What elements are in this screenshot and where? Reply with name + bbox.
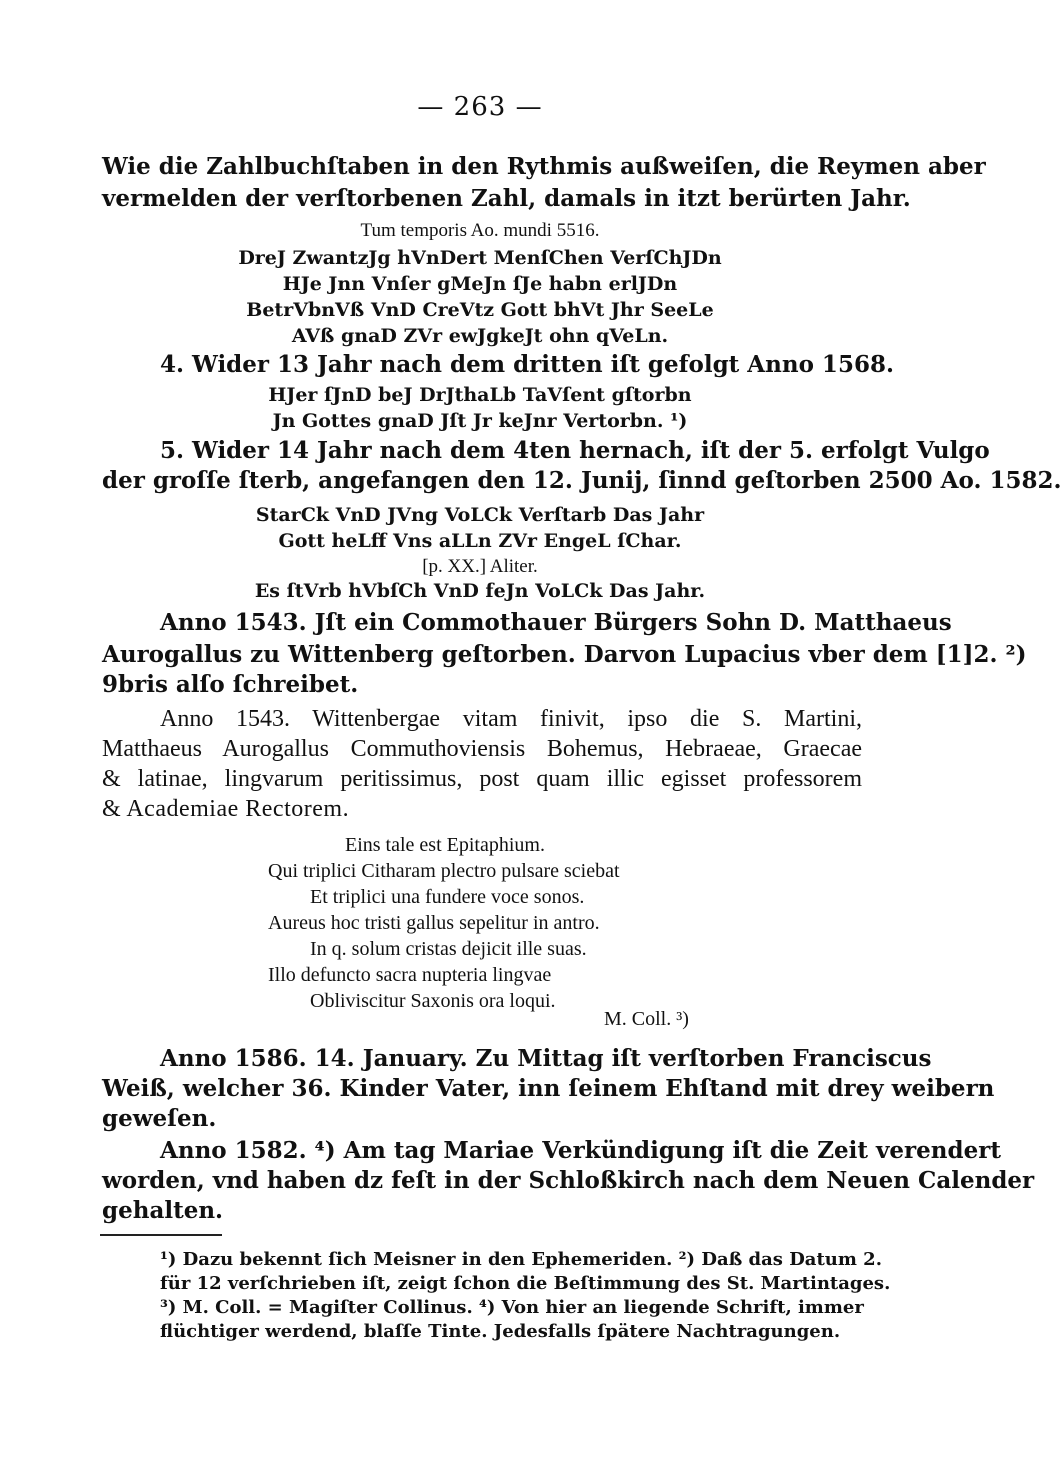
footnote-line-1: ¹) Dazu bekennt ſich Meisner in den Ephemeriden. ²) Daß das Datum 2. [160, 1249, 882, 1270]
anno-1543-german-line-3: 9bris alſo ſchreibet. [102, 671, 359, 698]
item-5-line-2: der groſſe ſterb, angefangen den 12. Junij, ſinnd geſtorben 2500 Ao. 1582. [102, 467, 1062, 494]
footnote-rule [100, 1234, 222, 1236]
footnote-line-3: ³) M. Coll. = Magiſter Collinus. ⁴) Von hier an liegende Schrift, immer [160, 1297, 864, 1318]
chronogram-4-line: Es ſtVrb hVbſCh VnD feJn VoLCk Das Jahr. [254, 580, 706, 602]
anno-1582-line-2: worden, vnd haben dz feſt in der Schloßkirch nach dem Neuen Calender [102, 1167, 1035, 1194]
footnote-line-2: für 12 verſchrieben iſt, zeigt ſchon die Beſtimmung des St. Martintages. [160, 1273, 891, 1294]
anno-1586-line-1: Anno 1586. 14. January. Zu Mittag iſt verſtorben Franciscus [160, 1045, 932, 1072]
aliter-line: [p. XX.] Aliter. [422, 556, 538, 577]
chronogram-3-line-2: Gott heLff Vns aLLn ZVr EngeL ſChar. [278, 530, 682, 552]
epitaph-line-4: In q. solum cristas dejicit ille suas. [310, 938, 587, 960]
chronogram-2-line-1: HJer ſJnD beJ DrJthaLb TaVſent gſtorbn [268, 384, 692, 406]
epitaph-heading: Eins tale est Epitaphium. [345, 834, 545, 856]
epitaph-line-1: Qui triplici Citharam plectro pulsare sciebat [268, 860, 620, 882]
anno-1586-line-3: geweſen. [102, 1105, 217, 1132]
item-5-line-1: 5. Wider 14 Jahr nach dem 4ten hernach, iſt der 5. erfolgt Vulgo [160, 437, 990, 464]
epitaph-line-6: Obliviscitur Saxonis ora loqui. [310, 990, 556, 1012]
anno-1543-german-line-1: Anno 1543. Jſt ein Commothauer Bürgers Sohn D. Matthaeus [160, 609, 952, 636]
anno-1543-latin-line-2: Matthaeus Aurogallus Commuthoviensis Bohemus, Hebraeae, Graecae [102, 736, 862, 762]
chronogram-1-line-2: HJe Jnn Vnſer gMeJn ſJe habn erlJDn [282, 273, 678, 295]
anno-1543-latin-line-4: & Academiae Rectorem. [102, 796, 350, 822]
anno-1582-line-1: Anno 1582. ⁴) Am tag Mariae Verkündigung iſt die Zeit verendert [160, 1137, 1001, 1164]
intro-line-2: vermelden der verſtorbenen Zahl, damals in itzt berürten Jahr. [102, 185, 911, 212]
epitaph-line-2: Et triplici una fundere voce sonos. [310, 886, 585, 908]
anno-1582-line-3: gehalten. [102, 1197, 224, 1224]
tum-temporis-line: Tum temporis Ao. mundi 5516. [360, 220, 600, 241]
epitaph-line-3: Aureus hoc tristi gallus sepelitur in antro. [268, 912, 600, 934]
epitaph-signature: M. Coll. ³) [604, 1008, 689, 1030]
anno-1543-german-line-2: Aurogallus zu Wittenberg geſtorben. Darvon Lupacius vber dem [1]2. ²) [102, 641, 1027, 668]
epitaph-line-5: Illo defuncto sacra nupteria lingvae [268, 964, 552, 986]
chronogram-1-line-4: AVß gnaD ZVr ewJgkeJt ohn qVeLn. [291, 325, 669, 347]
item-4-heading: 4. Wider 13 Jahr nach dem dritten iſt gefolgt Anno 1568. [160, 351, 894, 378]
anno-1543-latin-line-3: & latinae, lingvarum peritissimus, post quam illic egisset professorem [102, 766, 862, 792]
intro-line-1: Wie die Zahlbuchſtaben in den Rythmis außweiſen, die Reymen aber [102, 153, 986, 180]
chronogram-2-line-2: Jn Gottes gnaD Jſt Jr keJnr Vertorbn. ¹) [272, 410, 688, 432]
footnote-line-4: flüchtiger werdend, blaſſe Tinte. Jedesfalls ſpätere Nachtragungen. [160, 1321, 841, 1342]
chronogram-3-line-1: StarCk VnD JVng VoLCk Verſtarb Das Jahr [255, 504, 705, 526]
chronogram-1-line-3: BetrVbnVß VnD CreVtz Gott bhVt Jhr SeeLe [246, 299, 714, 321]
anno-1543-latin-line-1: Anno 1543. Wittenbergae vitam finivit, ipso die S. Martini, [160, 706, 862, 732]
chronogram-1-line-1: DreJ ZwantzJg hVnDert MenſChen VerſChJDn [238, 247, 722, 269]
page-number: — 263 — [417, 92, 543, 122]
anno-1586-line-2: Weiß, welcher 36. Kinder Vater, inn ſeinem Ehſtand mit drey weibern [102, 1075, 995, 1102]
